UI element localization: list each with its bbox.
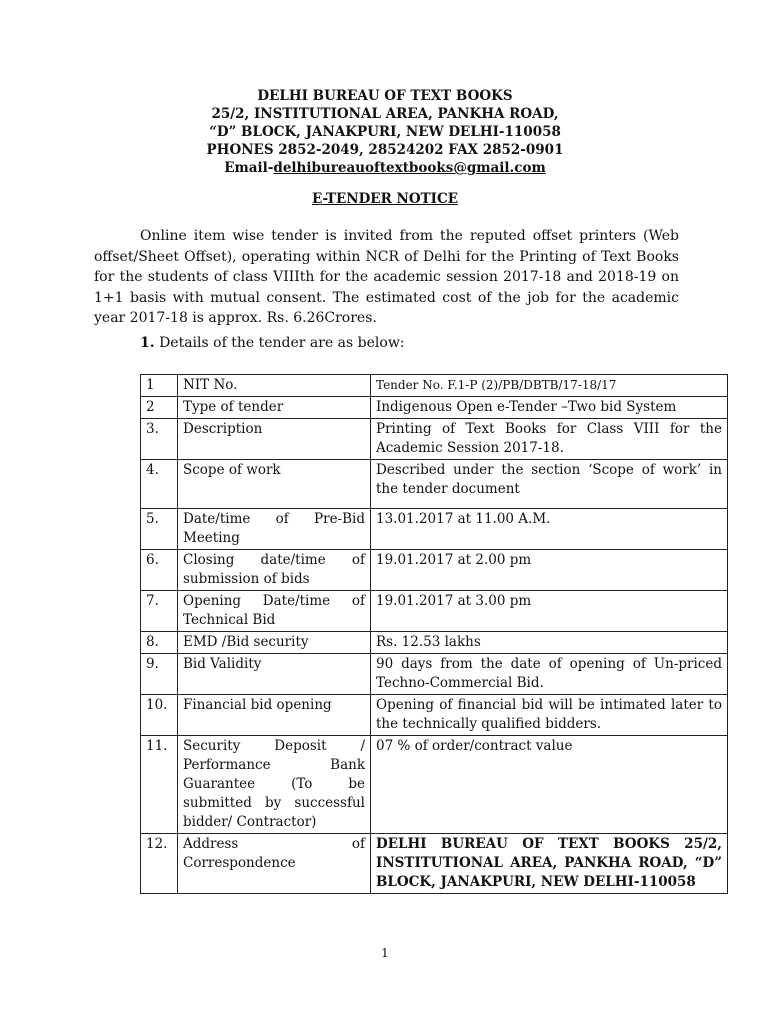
row-value: 07 % of order/contract value (371, 736, 728, 834)
org-phones: PHONES 2852-2049, 28524202 FAX 2852-0901 (206, 142, 564, 158)
row-number: 9. (141, 654, 178, 695)
table-row (141, 509, 728, 550)
org-address-line2: “D” BLOCK, JANAKPURI, NEW DELHI-110058 (209, 124, 561, 140)
table-row (141, 591, 728, 632)
table-row (141, 736, 728, 834)
table-row (141, 654, 728, 695)
row-number: 8. (141, 632, 178, 654)
row-value: Indigenous Open e-Tender –Two bid System (371, 397, 728, 419)
row-number: 2 (141, 397, 178, 419)
org-name: DELHI BUREAU OF TEXT BOOKS (257, 88, 513, 104)
row-field: Financial bid opening (178, 695, 371, 736)
email-prefix: Email- (224, 160, 274, 176)
table-row (141, 834, 728, 894)
table-row (141, 550, 728, 591)
row-field: Description (178, 419, 371, 460)
section-heading (140, 335, 405, 351)
row-field: Scope of work (178, 460, 371, 509)
table-row (141, 460, 728, 509)
org-email-line (0, 159, 770, 177)
row-number: 4. (141, 460, 178, 509)
row-field: Date/time of Pre-Bid Meeting (178, 509, 371, 550)
row-field: Address of Correspondence (178, 834, 371, 894)
row-number: 6. (141, 550, 178, 591)
table-row (141, 397, 728, 419)
row-value: Rs. 12.53 lakhs (371, 632, 728, 654)
notice-title: E-TENDER NOTICE (312, 191, 458, 207)
row-field: Type of tender (178, 397, 371, 419)
table-row (141, 419, 728, 460)
row-value: 19.01.2017 at 3.00 pm (371, 591, 728, 632)
row-number: 1 (141, 375, 178, 397)
row-value: 90 days from the date of opening of Un-priced Techno-Commercial Bid. (371, 654, 728, 695)
intro-text: Online item wise tender is invited from the reputed offset printers (Web offset/Sheet Offset), operating within NCR of Delhi for the Printing of Text Books for the students of class VIIIth for the academic session 2017-18 and 2018-19 on 1+1 basis with mutual consent. The estimated cost of the job for the academic year 2017-18 is approx. Rs. 6.26Crores. (94, 228, 679, 326)
row-field: Security Deposit / Performance Bank Guarantee (To be submitted by successful bidder/ Contractor) (178, 736, 371, 834)
tender-details-table (140, 374, 728, 894)
row-number: 3. (141, 419, 178, 460)
letterhead (0, 87, 770, 177)
page-number: 1 (381, 946, 389, 960)
row-value: Tender No. F.1-P (2)/PB/DBTB/17-18/17 (371, 375, 728, 397)
row-field: NIT No. (178, 375, 371, 397)
row-number: 5. (141, 509, 178, 550)
row-field: EMD /Bid security (178, 632, 371, 654)
table-row (141, 375, 728, 397)
section-text: Details of the tender are as below: (154, 335, 405, 351)
row-value: 19.01.2017 at 2.00 pm (371, 550, 728, 591)
row-field: Bid Validity (178, 654, 371, 695)
email-link[interactable]: delhibureauoftextbooks@gmail.com (273, 160, 546, 176)
intro-paragraph (94, 226, 679, 329)
table-row (141, 632, 728, 654)
row-number: 10. (141, 695, 178, 736)
row-value: 13.01.2017 at 11.00 A.M. (371, 509, 728, 550)
row-field: Opening Date/time of Technical Bid (178, 591, 371, 632)
org-address-line1: 25/2, INSTITUTIONAL AREA, PANKHA ROAD, (211, 106, 559, 122)
row-field: Closing date/time of submission of bids (178, 550, 371, 591)
table-row (141, 695, 728, 736)
row-number: 7. (141, 591, 178, 632)
section-number: 1. (140, 335, 155, 351)
row-value-text: Described under the section ‘Scope of work’ in the tender document (376, 462, 722, 497)
row-number: 11. (141, 736, 178, 834)
row-value: DELHI BUREAU OF TEXT BOOKS 25/2, INSTITUTIONAL AREA, PANKHA ROAD, “D” BLOCK, JANAKPURI, NEW DELHI-110058 (371, 834, 728, 894)
row-value (371, 460, 728, 509)
row-value: Printing of Text Books for Class VIII for the Academic Session 2017-18. (371, 419, 728, 460)
row-value: Opening of financial bid will be intimated later to the technically qualified bidders. (371, 695, 728, 736)
row-number: 12. (141, 834, 178, 894)
